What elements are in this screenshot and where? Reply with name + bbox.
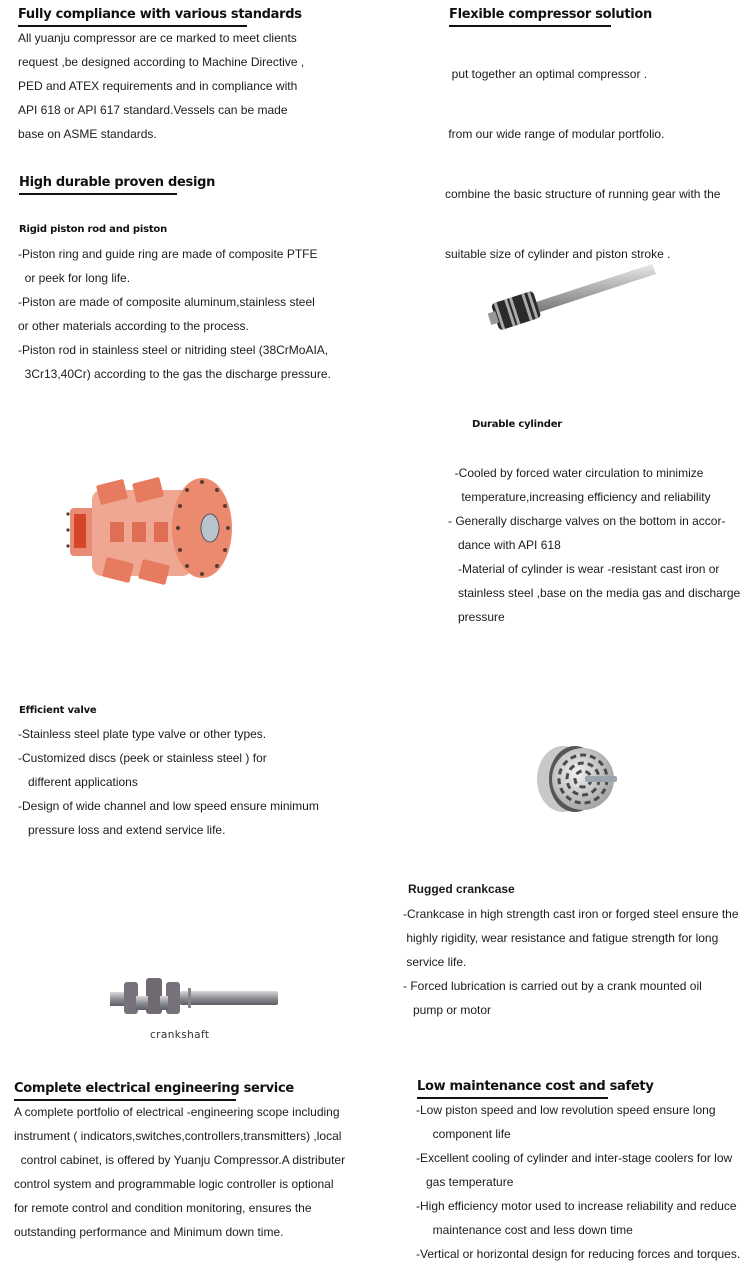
text-line: different applications: [18, 775, 138, 789]
text-line: suitable size of cylinder and piston stroke .: [445, 247, 671, 261]
crankshaft-caption: crankshaft: [150, 1029, 210, 1041]
text-line: -Cooled by forced water circulation to minimize: [448, 466, 704, 480]
text-line: 3Cr13,40Cr) according to the gas the discharge pressure.: [18, 367, 331, 381]
electrical-text: [14, 1100, 345, 1244]
text-line: All yuanju compressor are ce marked to meet clients: [18, 31, 297, 45]
text-line: -Design of wide channel and low speed ensure minimum: [18, 799, 319, 813]
text-line: -Piston rod in stainless steel or nitriding steel (38CrMoAIA,: [18, 343, 329, 357]
text-line: component life: [416, 1127, 511, 1141]
text-line: outstanding performance and Minimum down time.: [14, 1225, 284, 1239]
text-line: control cabinet, is offered by Yuanju Compressor.A distributer: [14, 1153, 346, 1167]
text-line: -Piston are made of composite aluminum,stainless steel: [18, 295, 315, 309]
maintenance-text: [416, 1098, 740, 1266]
text-line: - Forced lubrication is carried out by a crank mounted oil: [403, 979, 702, 993]
text-line: maintenance cost and less down time: [416, 1223, 633, 1237]
text-line: -Stainless steel plate type valve or other types.: [18, 727, 267, 741]
valve-image: [533, 743, 623, 815]
text-line: - Generally discharge valves on the bottom in accor-: [448, 514, 726, 528]
text-line: highly rigidity, wear resistance and fatigue strength for long: [403, 931, 719, 945]
text-line: instrument ( indicators,switches,controllers,transmitters) ,local: [14, 1129, 342, 1143]
flexible-text: [445, 26, 720, 284]
valve-heading: Efficient valve: [19, 705, 97, 716]
flexible-heading: Flexible compressor solution: [449, 7, 611, 27]
text-line: -Customized discs (peek or stainless steel ) for: [18, 751, 267, 765]
crankcase-text: [403, 902, 739, 1022]
text-line: -Piston ring and guide ring are made of composite PTFE: [18, 247, 318, 261]
cylinder-text: [448, 461, 740, 629]
text-line: -Excellent cooling of cylinder and inter-stage coolers for low: [416, 1151, 733, 1165]
text-line: control system and programmable logic controller is optional: [14, 1177, 334, 1191]
text-line: put together an optimal compressor .: [445, 67, 648, 81]
text-line: pump or motor: [403, 1003, 492, 1017]
text-line: pressure: [448, 610, 505, 624]
text-line: pressure loss and extend service life.: [18, 823, 226, 837]
piston-heading: Rigid piston rod and piston: [19, 224, 167, 235]
text-line: base on ASME standards.: [18, 127, 157, 141]
text-line: -Vertical or horizontal design for reducing forces and torques.: [416, 1247, 741, 1261]
cylinder-heading: Durable cylinder: [472, 419, 563, 430]
piston-text: [18, 242, 331, 386]
valve-text: [18, 722, 319, 842]
text-line: for remote control and condition monitoring, ensures the: [14, 1201, 312, 1215]
text-line: dance with API 618: [448, 538, 561, 552]
text-line: from our wide range of modular portfolio.: [445, 127, 665, 141]
text-line: PED and ATEX requirements and in compliance with: [18, 79, 298, 93]
compliance-text: [18, 26, 304, 146]
crankshaft-image: [110, 972, 282, 1022]
text-line: or other materials according to the process.: [18, 319, 249, 333]
piston-rod-image: [488, 258, 660, 332]
crankcase-heading: Rugged crankcase: [408, 882, 515, 896]
text-line: A complete portfolio of electrical -engineering scope including: [14, 1105, 340, 1119]
text-line: temperature,increasing efficiency and reliability: [448, 490, 711, 504]
electrical-heading: Complete electrical engineering service: [14, 1081, 236, 1101]
text-line: request ,be designed according to Machine Directive ,: [18, 55, 305, 69]
maintenance-heading: Low maintenance cost and safety: [417, 1079, 608, 1099]
cylinder-image: [62, 470, 232, 590]
text-line: -High efficiency motor used to increase reliability and reduce: [416, 1199, 737, 1213]
durable-heading: High durable proven design: [19, 175, 177, 195]
text-line: -Low piston speed and low revolution speed ensure long: [416, 1103, 716, 1117]
text-line: API 618 or API 617 standard.Vessels can be made: [18, 103, 288, 117]
text-line: -Crankcase in high strength cast iron or forged steel ensure the: [403, 907, 739, 921]
text-line: or peek for long life.: [18, 271, 131, 285]
compliance-heading: Fully compliance with various standards: [18, 7, 247, 27]
text-line: stainless steel ,base on the media gas and discharge: [448, 586, 741, 600]
text-line: gas temperature: [416, 1175, 514, 1189]
text-line: combine the basic structure of running gear with the: [445, 187, 721, 201]
text-line: -Material of cylinder is wear -resistant cast iron or: [448, 562, 720, 576]
text-line: service life.: [403, 955, 467, 969]
